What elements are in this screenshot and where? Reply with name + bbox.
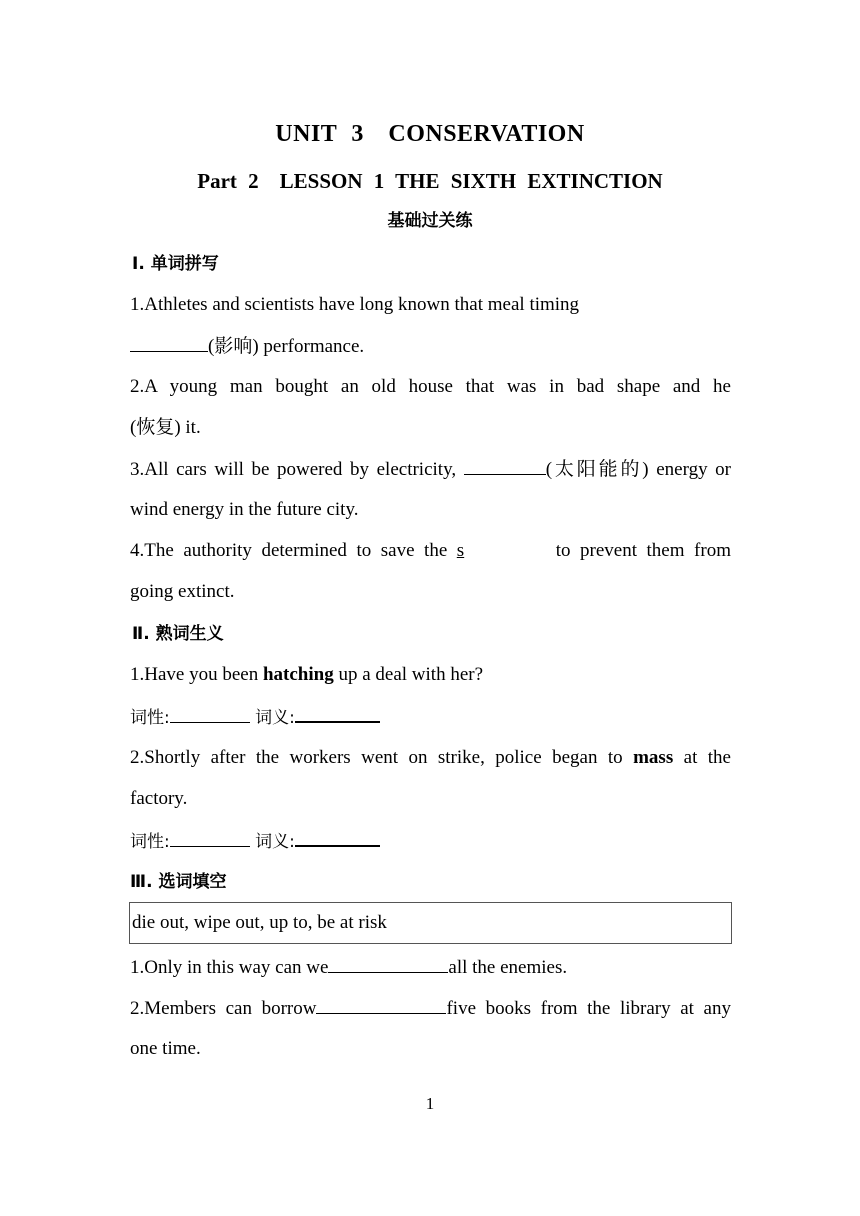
pos-blank[interactable] [170,829,250,847]
page-number: 1 [425,1094,435,1113]
s2-q2-line2: factory. [130,788,188,809]
answer-blank[interactable] [130,334,208,352]
s1-q2-line2 [130,416,201,440]
pos-label: 词性: [130,708,170,728]
s1-q2-hint: (恢复) it. [130,417,201,438]
s1-q1-hint: (影响) performance. [208,336,365,357]
s3-q2-line2: one time. [130,1038,201,1059]
s3-q2-line1 [130,996,731,1021]
answer-blank[interactable] [464,457,546,475]
s3-q1-line [130,955,567,980]
s1-q4-first-letter: s [456,540,465,561]
s1-q4-line2: going extinct. [130,581,235,602]
s1-q4-text: 4.The authority determined to save the [130,540,448,561]
s1-q1-line2 [130,334,364,359]
s1-q4-text-end: to prevent them from [555,540,731,561]
s1-q1-line1: 1.Athletes and scientists have long known that meal timing [130,294,580,315]
s2-q2-answer-line [130,828,380,854]
s2-q1-text: 1.Have you been [130,664,259,685]
answer-blank[interactable] [457,540,546,561]
s1-q3-line2: wind energy in the future city. [130,499,359,520]
section-2-heading: Ⅱ. 熟词生义 [132,624,224,644]
pos-label: 词性: [130,832,170,852]
answer-blank[interactable] [328,955,448,973]
s2-q1-keyword: hatching [262,664,334,685]
s1-q4-line1 [130,539,731,563]
meaning-label: 词义: [255,708,295,728]
exercise-subtitle: 基础过关练 [387,211,473,231]
meaning-label: 词义: [255,832,295,852]
s1-q2-line1: 2.A young man bought an old house that was in bad shape and he [130,376,731,397]
pos-blank[interactable] [170,705,250,723]
s1-q3-hint: (太阳能的) energy or [545,459,732,480]
s3-q2-text: 2.Members can borrow [130,998,317,1019]
section-1-heading: Ⅰ. 单词拼写 [132,254,219,274]
s2-q2-keyword: mass [633,747,674,768]
s2-q1-line [130,663,483,687]
s2-q2-text: 2.Shortly after the workers went on strike, police began to [130,747,623,768]
s2-q1-text-end: up a deal with her? [338,664,484,685]
unit-title: UNIT 3 CONSERVATION [275,121,585,147]
s2-q2-text-end: at the [683,747,731,768]
meaning-blank[interactable] [295,704,380,723]
s1-q3-line1 [130,457,731,482]
answer-blank[interactable] [316,996,446,1014]
s1-q3-text: 3.All cars will be powered by electricity, [130,459,457,480]
s2-q2-line1 [130,746,731,770]
s3-q1-text: 1.Only in this way can we [130,957,329,978]
word-bank-box: die out, wipe out, up to, be at risk [129,902,732,944]
s2-q1-answer-line [130,704,380,730]
section-3-heading: Ⅲ. 选词填空 [130,872,227,892]
meaning-blank[interactable] [295,828,380,847]
s3-q1-text-end: all the enemies. [448,957,568,978]
lesson-title: Part 2 LESSON 1 THE SIXTH EXTINCTION [197,169,663,193]
s3-q2-text-end: five books from the library at any [446,998,731,1019]
